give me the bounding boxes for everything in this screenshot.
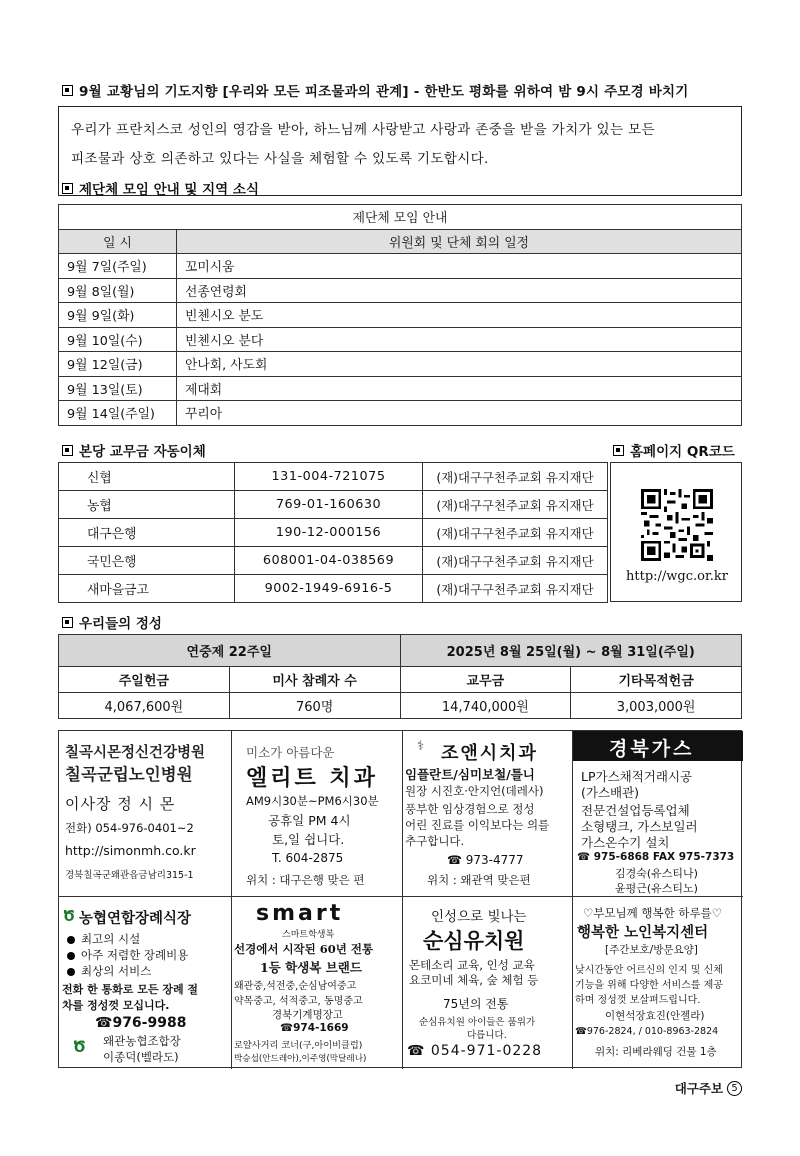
- groups-section-title: [62, 178, 259, 198]
- bank-name: 국민은행: [59, 547, 235, 575]
- account-owner: (재)대구구천주교회 유지재단: [423, 519, 608, 547]
- table-row: [59, 303, 742, 328]
- ad2-location: 위치 : 대구은행 맞은 편: [246, 873, 365, 887]
- ad3-line-2: 원장 시진호·안지언(데레사): [405, 784, 544, 798]
- offering-week: 연중제 22주일: [59, 635, 401, 667]
- table-row: [59, 327, 742, 352]
- phone-icon: ☎: [447, 853, 466, 867]
- ad3-tel-row: [447, 853, 524, 867]
- nh-logo-icon: Ծ: [73, 1037, 86, 1056]
- ad5-bullet-text: 아주 저렴한 장례비용: [81, 948, 189, 962]
- ad8-name: 행복한 노인복지센터: [577, 925, 709, 941]
- table-row: [59, 278, 742, 303]
- ad1-name-1: 칠곡시몬정신건강병원: [65, 744, 206, 761]
- offering-header: 미사 참례자 수: [229, 667, 400, 693]
- ad5-bullet-text: 최상의 서비스: [81, 964, 152, 978]
- offering-value: 4,067,600원: [59, 693, 230, 719]
- transfer-section-title: [62, 440, 206, 460]
- ad8-tel: 976-2824, / 010-8963-2824: [586, 1026, 719, 1037]
- row-meeting: 제대회: [177, 376, 742, 401]
- ad6-line-5: 경북기계명장고: [272, 1009, 344, 1021]
- transfer-title: 본당 교무금 자동이체: [79, 444, 206, 460]
- bank-account: 9002-1949-6916-5: [235, 575, 423, 603]
- table-row: [59, 254, 742, 279]
- square-bullet-icon: [62, 85, 73, 96]
- table-row: [59, 575, 608, 603]
- ad1-address: 경북칠곡군왜관읍금남리315-1: [65, 870, 194, 881]
- square-bullet-icon: [613, 445, 624, 456]
- ad-dental-elite: [232, 731, 403, 897]
- col-meeting: 위원회 및 단체 회의 일정: [177, 229, 742, 254]
- bank-name: 새마을금고: [59, 575, 235, 603]
- account-owner: (재)대구구천주교회 유지재단: [423, 547, 608, 575]
- nh-logo-icon: Ծ: [63, 907, 75, 925]
- table-row: [59, 376, 742, 401]
- prayer-line-1: 우리가 프란치스코 성인의 영감을 받아, 하느님께 사랑받고 사랑과 존중을 받을 가치가 있는 모든: [71, 122, 655, 138]
- bullet-icon: [67, 936, 75, 944]
- ad8-tel-row: [575, 1026, 718, 1037]
- phone-icon: ☎: [407, 1043, 431, 1059]
- ad-funeral: [59, 897, 232, 1069]
- ad2-name: 엘리트 치과: [246, 766, 378, 791]
- table-row: [59, 352, 742, 377]
- row-meeting: 꾸리아: [177, 401, 742, 426]
- ad4-line-3: 전문건설업등록업체: [581, 803, 690, 818]
- ad4-tel: 975-6868 FAX 975-7373: [593, 851, 735, 863]
- ad8-line-4: 이현석장효진(안젤라): [605, 1010, 705, 1022]
- ad8-line-2: 기능을 위해 다양한 서비스를 제공: [575, 980, 723, 991]
- ad5-line-4: 이종덕(벨라도): [103, 1050, 179, 1064]
- account-owner: (재)대구구천주교회 유지재단: [423, 491, 608, 519]
- meeting-schedule-table: [58, 204, 742, 426]
- bank-account: 769-01-160630: [235, 491, 423, 519]
- ad4-person-2: 윤평근(유스티노): [615, 882, 698, 895]
- square-bullet-icon: [62, 183, 73, 194]
- table-row: [59, 401, 742, 426]
- ad-elder-care: [573, 897, 743, 1069]
- bank-name: 농협: [59, 491, 235, 519]
- ad3-line-1: 임플란트/심미보철/틀니: [405, 767, 535, 782]
- ad5-bullet-2: [67, 947, 188, 963]
- ad2-slogan: 미소가 아름다운: [246, 745, 335, 760]
- row-meeting: 꼬미시움: [177, 254, 742, 279]
- ad5-line-3: 왜관농협조합장: [103, 1034, 181, 1048]
- row-date: 9월 7일(주일): [59, 254, 177, 279]
- ad8-sub: [주간보호/방문요양]: [605, 944, 698, 956]
- offering-value: 14,740,000원: [400, 693, 571, 719]
- bank-name: 대구은행: [59, 519, 235, 547]
- ad3-tel: 973-4777: [465, 853, 524, 867]
- qr-code-box: [610, 462, 742, 602]
- table-row: [59, 519, 608, 547]
- ad8-line-3: 하며 정성껏 보살펴드립니다.: [575, 995, 701, 1006]
- schedule-table-title: 제단체 모임 안내: [59, 205, 742, 230]
- offering-header: 교무금: [400, 667, 571, 693]
- ad7-line-4: 순심유치원 아이들은 품위가: [419, 1017, 536, 1028]
- row-meeting: 빈첸시오 분도: [177, 303, 742, 328]
- row-date: 9월 8일(월): [59, 278, 177, 303]
- ad1-name-2: 칠곡군립노인병원: [65, 765, 193, 784]
- ad8-line-0: ♡부모님께 행복한 하루를♡: [583, 906, 723, 920]
- ad7-line-3: 75년의 전통: [443, 997, 509, 1011]
- ad5-name: 농협연합장례식장: [79, 911, 192, 927]
- offering-section-title: [62, 612, 162, 632]
- ad5-bullet-1: [67, 931, 140, 947]
- bank-transfer-table: [58, 462, 608, 603]
- ad-hospital: [59, 731, 232, 897]
- ad4-tel-row: [577, 851, 734, 863]
- ad1-ceo: 이사장 정 시 몬: [65, 795, 176, 813]
- row-meeting: 선종연령회: [177, 278, 742, 303]
- ad6-line-7: 박승섭(안드레아),이주영(막달레나): [234, 1054, 367, 1064]
- offering-value: 3,003,000원: [571, 693, 742, 719]
- ad3-line-5: 추구합니다.: [405, 834, 465, 848]
- offering-header: 기타목적헌금: [571, 667, 742, 693]
- ad-kindergarten: [403, 897, 573, 1069]
- phone-icon: ☎: [575, 1026, 587, 1037]
- ad5-line-2: 차를 정성껏 모십니다.: [62, 999, 170, 1012]
- row-date: 9월 12일(금): [59, 352, 177, 377]
- ad3-line-3: 풍부한 임상경험으로 정성: [405, 802, 535, 816]
- row-date: 9월 14일(주일): [59, 401, 177, 426]
- ad5-tel: 976-9988: [112, 1015, 187, 1031]
- ad6-line-6: 로얄사거리 코너(구,아이비클럽): [234, 1040, 363, 1051]
- ad5-line-1: 전화 한 통화로 모든 장례 절: [62, 983, 199, 996]
- row-date: 9월 9일(화): [59, 303, 177, 328]
- tooth-icon: ⚕: [417, 739, 425, 754]
- offering-header: 주일헌금: [59, 667, 230, 693]
- account-owner: (재)대구구천주교회 유지재단: [423, 575, 608, 603]
- ad2-hours: AM9시30분~PM6시30분: [246, 794, 379, 808]
- prayer-section-title: [62, 80, 689, 100]
- bullet-icon: [67, 952, 75, 960]
- footer-label: 대구주보: [674, 1081, 723, 1096]
- ad2-holiday: 공휴일 PM 4시: [268, 813, 351, 828]
- offering-period: 2025년 8월 25일(월) ~ 8월 31일(주일): [400, 635, 742, 667]
- row-date: 9월 13일(토): [59, 376, 177, 401]
- bank-name: 신협: [59, 463, 235, 491]
- ad5-bullet-text: 최고의 시설: [81, 932, 141, 946]
- ad1-phone: 전화) 054-976-0401~2: [65, 821, 194, 835]
- ad4-line-1: LP가스채적거래시공: [581, 769, 693, 784]
- square-bullet-icon: [62, 445, 73, 456]
- ad4-person-1: 김경숙(유스티나): [615, 867, 698, 880]
- phone-icon: ☎: [280, 1022, 294, 1034]
- row-meeting: 안나회, 사도회: [177, 352, 742, 377]
- ad6-tel-row: [280, 1022, 349, 1034]
- ads-grid: [58, 730, 742, 1068]
- phone-icon: ☎: [95, 1015, 113, 1031]
- groups-title: 제단체 모임 안내 및 지역 소식: [79, 182, 259, 198]
- ad7-line-5: 다릅니다.: [467, 1030, 507, 1041]
- ad3-line-4: 어린 진료를 이익보다는 의를: [405, 818, 550, 832]
- ad4-line-2: (가스배관): [581, 785, 640, 800]
- ad7-line-1: 몬테소리 교육, 인성 교육: [409, 958, 535, 972]
- ad4-line-4: 소형탱크, 가스보일러: [581, 819, 698, 834]
- ad6-sub: 스마트학생복: [282, 930, 335, 940]
- ad5-bullet-3: [67, 963, 151, 979]
- table-row: [59, 547, 608, 575]
- ad7-tel-row: [407, 1043, 542, 1059]
- homepage-title: 홈페이지 QR코드: [630, 444, 735, 460]
- prayer-title: 9월 교황님의 기도지향 [우리와 모든 피조물과의 관계] - 한반도 평화를 위하여 밤 9시 주모경 바치기: [79, 84, 689, 100]
- ad4-line-5: 가스온수기 설치: [581, 835, 670, 850]
- ad6-line-4: 약목중고, 석적중고, 동명중고: [234, 996, 363, 1007]
- ad4-name: 경북가스: [609, 738, 695, 760]
- ad3-location: 위치 : 왜관역 맞은편: [427, 873, 531, 887]
- row-date: 9월 10일(수): [59, 327, 177, 352]
- ad6-logo: smart: [256, 901, 344, 926]
- ad-gas: [573, 731, 743, 897]
- square-bullet-icon: [62, 617, 73, 628]
- ad6-line-2: 1등 학생복 브랜드: [260, 960, 362, 975]
- ad-dental-joanne: [403, 731, 573, 897]
- bank-account: 131-004-721075: [235, 463, 423, 491]
- offering-value: 760명: [229, 693, 400, 719]
- phone-icon: ☎: [577, 851, 594, 863]
- page-footer: [675, 1079, 742, 1097]
- ad8-location: 위치: 리베라웨딩 건물 1층: [595, 1046, 717, 1058]
- ad6-tel: 974-1669: [293, 1022, 349, 1034]
- ad3-name: 조앤시치과: [441, 743, 538, 764]
- account-owner: (재)대구구천주교회 유지재단: [423, 463, 608, 491]
- ad5-tel-row: [95, 1015, 186, 1031]
- ad7-line-2: 요코미네 체육, 숲 체험 등: [409, 973, 539, 987]
- ad1-url: http://simonmh.co.kr: [65, 843, 196, 858]
- homepage-section-title: [613, 440, 735, 460]
- bullet-icon: [67, 968, 75, 976]
- table-row: [59, 463, 608, 491]
- prayer-line-2: 피조물과 상호 의존하고 있다는 사실을 체험할 수 있도록 기도합시다.: [71, 151, 489, 167]
- qr-code-icon[interactable]: [641, 489, 713, 561]
- page-number: 5: [727, 1081, 742, 1096]
- ad6-line-3: 왜관중,석전중,순심남여중고: [234, 981, 357, 992]
- ad-smart-uniform: [232, 897, 403, 1069]
- table-row: [59, 491, 608, 519]
- row-meeting: 빈첸시오 분다: [177, 327, 742, 352]
- ad7-tel: 054-971-0228: [430, 1043, 543, 1059]
- ad7-name: 순심유치원: [423, 929, 525, 953]
- offering-table: [58, 634, 742, 719]
- ad2-tel: T. 604-2875: [272, 851, 344, 865]
- col-date: 일 시: [59, 229, 177, 254]
- ad6-line-1: 선경에서 시작된 60년 전통: [234, 942, 374, 956]
- bank-account: 190-12-000156: [235, 519, 423, 547]
- ad8-line-1: 낮시간동안 어르신의 인지 및 신체: [575, 965, 723, 976]
- ad2-weekend: 토,일 쉽니다.: [272, 832, 345, 847]
- homepage-url[interactable]: http://wgc.or.kr: [626, 569, 728, 584]
- ad7-line-0: 인성으로 빛나는: [431, 909, 527, 925]
- bank-account: 608001-04-038569: [235, 547, 423, 575]
- offering-title: 우리들의 정성: [79, 616, 162, 632]
